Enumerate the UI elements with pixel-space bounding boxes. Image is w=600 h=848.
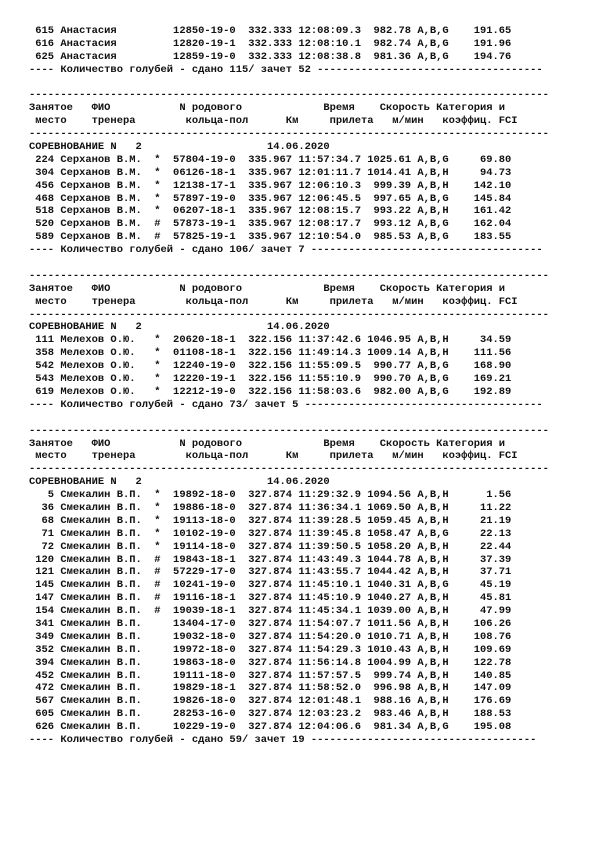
blank-line: [29, 77, 549, 90]
blank-line: [29, 412, 549, 425]
table-row: 111 Мелехов О.Ю. * 20620-18-1 322.156 11:37:42.6 1046.95 A,B,H 34.59: [29, 334, 512, 347]
table-row: 147 Смекалин В.П. # 19116-18-1 327.874 11:45:10.9 1040.27 A,B,H 45.81: [29, 592, 512, 605]
separator: -----------------------------------------------------------------------------------: [29, 424, 549, 437]
separator: -----------------------------------------------------------------------------------: [29, 463, 549, 476]
separator: -----------------------------------------------------------------------------------: [29, 269, 549, 282]
table-row: 120 Смекалин В.П. # 19843-18-1 327.874 11:43:49.3 1044.78 A,B,H 37.39: [29, 553, 512, 566]
separator: -----------------------------------------------------------------------------------: [29, 89, 549, 102]
table-row: 567 Смекалин В.П. 19826-18-0 327.874 12:01:48.1 988.16 A,B,H 176.69: [29, 695, 512, 708]
table-row: 5 Смекалин В.П. * 19892-18-0 327.874 11:29:32.9 1094.56 A,B,H 1.56: [29, 489, 512, 502]
summary-line: ---- Количество голубей - сдано 59/ зачет 19 ------------------------------------: [29, 733, 537, 746]
summary-line: ---- Количество голубей - сдано 73/ зачет 5 --------------------------------------: [29, 398, 543, 411]
table-row: 304 Серханов В.М. * 06126-18-1 335.967 12:01:11.7 1014.41 A,B,H 94.73: [29, 166, 512, 179]
table-header: Занятое ФИО N родового Время Скорость Категория и: [29, 437, 506, 450]
blank-line: [29, 257, 549, 270]
summary-line: ---- Количество голубей - сдано 106/ зачет 7 -------------------------------------: [29, 244, 543, 257]
table-row: 626 Смекалин В.П. 10229-19-0 327.874 12:04:06.6 981.34 A,B,G 195.08: [29, 721, 512, 734]
table-row: 154 Смекалин В.П. # 19039-18-1 327.874 11:45:34.1 1039.00 A,B,H 47.99: [29, 605, 512, 618]
table-row: 520 Серханов В.М. # 57873-19-1 335.967 12:08:17.7 993.12 A,B,G 162.04: [29, 218, 512, 231]
table-row: 36 Смекалин В.П. * 19886-18-0 327.874 11:36:34.1 1069.50 A,B,H 11.22: [29, 501, 512, 514]
table-row: 468 Серханов В.М. * 57897-19-0 335.967 12:06:45.5 997.65 A,B,G 145.84: [29, 192, 512, 205]
table-header: место тренера кольца-пол Км прилета м/мин коэффиц. FCI: [29, 450, 518, 463]
table-row: 589 Серханов В.М. # 57825-19-1 335.967 12:10:54.0 985.53 A,B,G 183.55: [29, 231, 512, 244]
table-row: 619 Мелехов О.Ю. * 12212-19-0 322.156 11:58:03.6 982.00 A,B,G 192.89: [29, 385, 512, 398]
table-header: место тренера кольца-пол Км прилета м/мин коэффиц. FCI: [29, 295, 518, 308]
table-row: 605 Смекалин В.П. 28253-16-0 327.874 12:03:23.2 983.46 A,B,H 188.53: [29, 708, 512, 721]
separator: -----------------------------------------------------------------------------------: [29, 308, 549, 321]
table-row: 349 Смекалин В.П. 19032-18-0 327.874 11:54:20.0 1010.71 A,B,H 108.76: [29, 630, 512, 643]
table-row: 341 Смекалин В.П. 13404-17-0 327.874 11:54:07.7 1011.56 A,B,H 106.26: [29, 617, 512, 630]
table-header: Занятое ФИО N родового Время Скорость Категория и: [29, 282, 506, 295]
summary-line: ---- Количество голубей - сдано 115/ зачет 52 ------------------------------------: [29, 63, 543, 76]
table-row: 224 Серханов В.М. * 57804-19-0 335.967 11:57:34.7 1025.61 A,B,G 69.80: [29, 153, 512, 166]
table-row: 452 Смекалин В.П. 19111-18-0 327.874 11:57:57.5 999.74 A,B,H 140.85: [29, 669, 512, 682]
table-row: 616 Анастасия 12820-19-1 332.333 12:08:10.1 982.74 A,B,G 191.96: [29, 37, 512, 50]
table-row: 358 Мелехов О.Ю. * 01108-18-1 322.156 11:49:14.3 1009.14 A,B,H 111.56: [29, 347, 512, 360]
table-row: 615 Анастасия 12850-19-0 332.333 12:08:09.3 982.78 A,B,G 191.65: [29, 25, 512, 37]
table-row: 352 Смекалин В.П. 19972-18-0 327.874 11:54:29.3 1010.43 A,B,H 109.69: [29, 643, 512, 656]
table-row: 72 Смекалин В.П. * 19114-18-0 327.874 11:39:50.5 1058.20 A,B,H 22.44: [29, 540, 512, 553]
table-row: 71 Смекалин В.П. * 10102-19-0 327.874 11:39:45.8 1058.47 A,B,G 22.13: [29, 527, 512, 540]
table-row: 518 Серханов В.М. * 06207-18-1 335.967 12:08:15.7 993.22 A,B,H 161.42: [29, 205, 512, 218]
table-row: 68 Смекалин В.П. * 19113-18-0 327.874 11:39:28.5 1059.45 A,B,H 21.19: [29, 514, 512, 527]
table-row: 625 Анастасия 12859-19-0 332.333 12:08:38.8 981.36 A,B,G 194.76: [29, 50, 512, 63]
table-row: 472 Смекалин В.П. 19829-18-1 327.874 11:58:52.0 996.98 A,B,H 147.09: [29, 682, 512, 695]
table-row: 543 Мелехов О.Ю. * 12220-19-1 322.156 11:55:10.9 990.70 A,B,G 169.21: [29, 373, 512, 386]
table-row: 394 Смекалин В.П. 19863-18-0 327.874 11:56:14.8 1004.99 A,B,H 122.78: [29, 656, 512, 669]
section-title: СОРЕВНОВАНИЕ N 2 14.06.2020: [29, 321, 330, 334]
table-row: 542 Мелехов О.Ю. * 12240-19-0 322.156 11:55:09.5 990.77 A,B,G 168.90: [29, 360, 512, 373]
section-title: СОРЕВНОВАНИЕ N 2 14.06.2020: [29, 141, 330, 154]
section-title: СОРЕВНОВАНИЕ N 2 14.06.2020: [29, 476, 330, 489]
table-row: 145 Смекалин В.П. # 10241-19-0 327.874 11:45:10.1 1040.31 A,B,G 45.19: [29, 579, 512, 592]
results-document: [29, 25, 549, 747]
table-header: Занятое ФИО N родового Время Скорость Категория и: [29, 102, 506, 115]
table-row: 456 Серханов В.М. * 12138-17-1 335.967 12:06:10.3 999.39 A,B,H 142.10: [29, 179, 512, 192]
separator: -----------------------------------------------------------------------------------: [29, 128, 549, 141]
table-row: 121 Смекалин В.П. # 57229-17-0 327.874 11:43:55.7 1044.42 A,B,H 37.71: [29, 566, 512, 579]
table-header: место тренера кольца-пол Км прилета м/мин коэффиц. FCI: [29, 115, 518, 128]
